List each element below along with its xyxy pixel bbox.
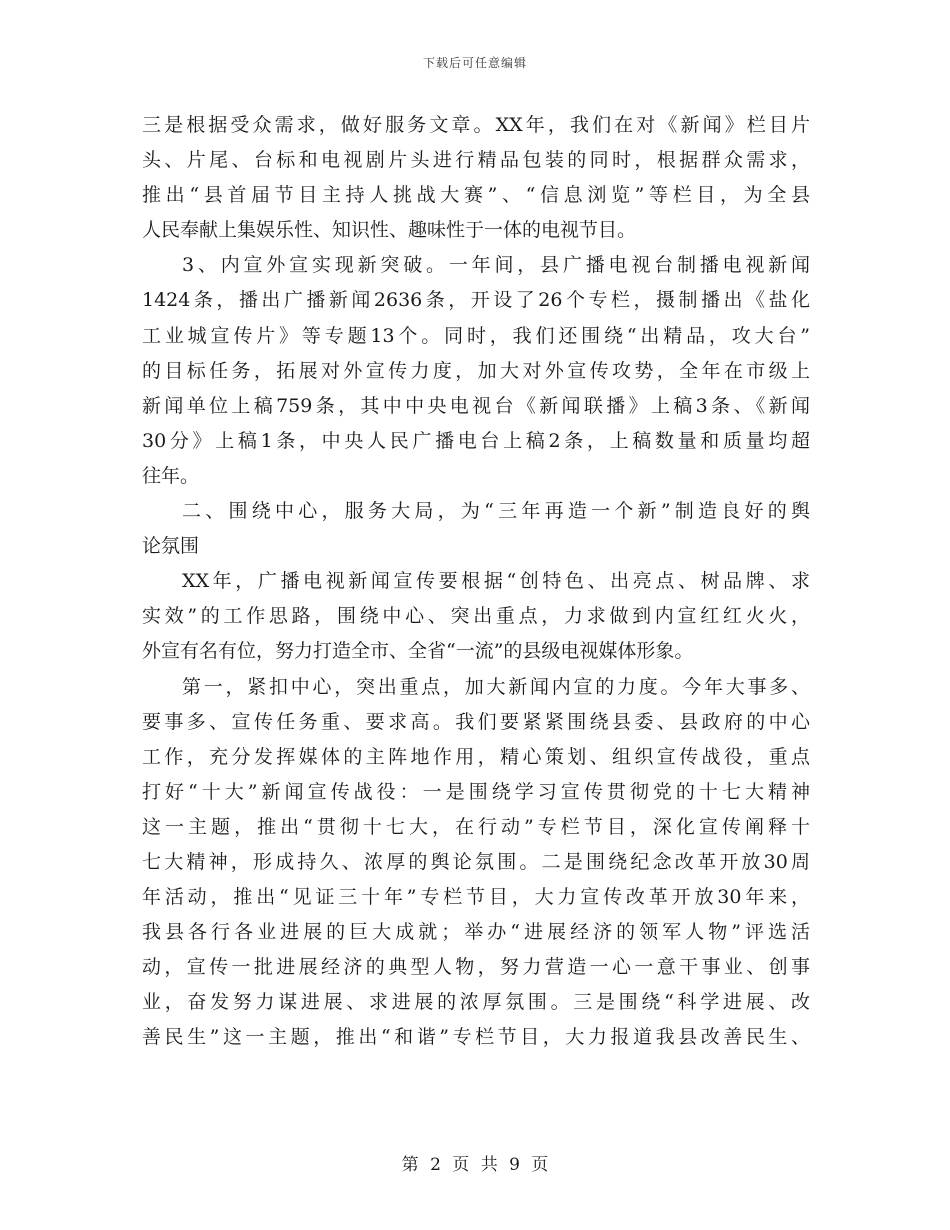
text-line: 30分》上稿1条，中央人民广播电台上稿2条，上稿数量和质量均超	[142, 429, 810, 452]
text-line: 第一，紧扣中心，突出重点，加大新闻内宣的力度。今年大事多、	[182, 675, 810, 698]
text-line: 1424条，播出广播新闻2636条，开设了26个专栏，摄制播出《盐化	[142, 289, 810, 312]
text-line: 这一主题，推出“贯彻十七大，在行动”专栏节目，深化宣传阐释十	[142, 815, 810, 838]
section-heading-line: 二、围绕中心，服务大局，为“三年再造一个新”制造良好的舆	[182, 500, 810, 523]
text-line: 我县各行各业进展的巨大成就；举办“进展经济的领军人物”评选活	[142, 921, 810, 944]
text-line: 的目标任务，拓展对外宣传力度，加大对外宣传攻势，全年在市级上	[142, 359, 810, 382]
text-line: 实效”的工作思路，围绕中心、突出重点，力求做到内宣红红火火，	[142, 605, 810, 628]
text-line: 工业城宣传片》等专题13个。同时，我们还围绕“出精品，攻大台”	[142, 324, 810, 347]
text-line: 外宣有名有位，努力打造全市、全省“一流”的县级电视媒体形象。	[142, 640, 694, 663]
section-heading-line: 论氛围	[142, 535, 200, 558]
text-line: 新闻单位上稿759条，其中中央电视台《新闻联播》上稿3条、《新闻	[142, 394, 810, 417]
text-line: 要事多、宣传任务重、要求高。我们要紧紧围绕县委、县政府的中心	[142, 710, 810, 733]
page-number-footer: 第 2 页 共 9 页	[401, 1155, 549, 1175]
text-line: 动，宣传一批进展经济的典型人物，努力营造一心一意干事业、创事	[142, 956, 810, 979]
text-line: XX年，广播电视新闻宣传要根据“创特色、出亮点、树品牌、求	[182, 570, 810, 593]
text-line: 3、内宣外宣实现新突破。一年间，县广播电视台制播电视新闻	[182, 254, 810, 277]
text-line: 业，奋发努力谋进展、求进展的浓厚氛围。三是围绕“科学进展、改	[142, 991, 810, 1014]
text-line: 打好“十大”新闻宣传战役：一是围绕学习宣传贯彻党的十七大精神	[142, 780, 810, 803]
text-line: 工作，充分发挥媒体的主阵地作用，精心策划、组织宣传战役，重点	[142, 745, 810, 768]
text-line: 人民奉献上集娱乐性、知识性、趣味性于一体的电视节目。	[142, 219, 637, 242]
text-line: 七大精神，形成持久、浓厚的舆论氛围。二是围绕纪念改革开放30周	[142, 850, 810, 873]
page-header: 下载后可任意编辑	[422, 56, 527, 70]
text-line: 头、片尾、台标和电视剧片头进行精品包装的同时，根据群众需求，	[142, 149, 810, 172]
text-line: 年活动，推出“见证三十年”专栏节目，大力宣传改革开放30年来，	[142, 886, 810, 909]
text-line: 往年。	[142, 464, 200, 487]
text-line: 善民生”这一主题，推出“和谐”专栏节目，大力报道我县改善民生、	[142, 1026, 810, 1049]
text-line: 三是根据受众需求，做好服务文章。XX年，我们在对《新闻》栏目片	[142, 114, 810, 136]
document-body	[142, 108, 810, 1056]
text-line: 推出“县首届节目主持人挑战大赛”、“信息浏览”等栏目，为全县	[142, 184, 810, 207]
